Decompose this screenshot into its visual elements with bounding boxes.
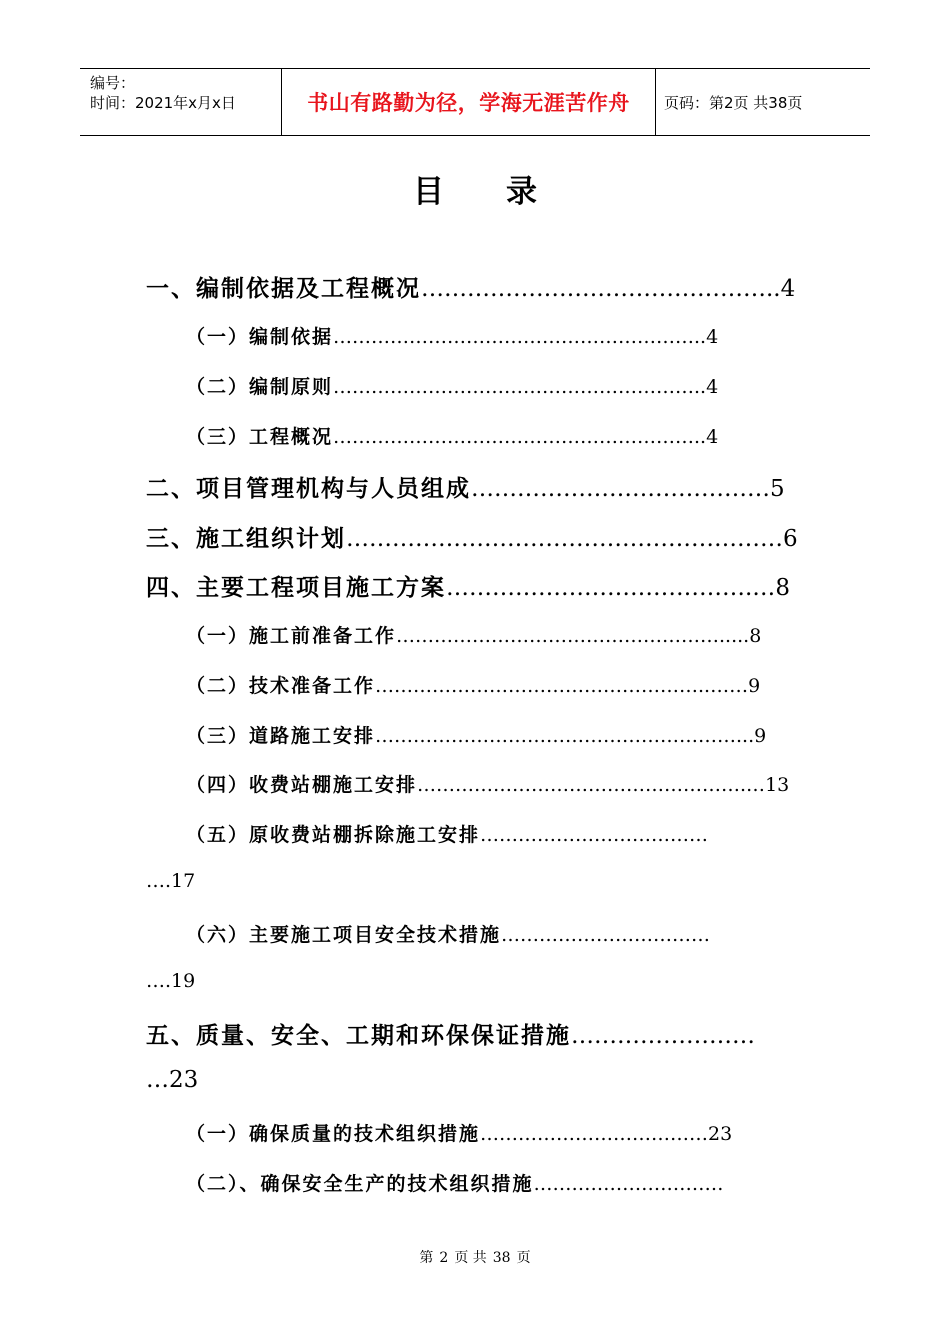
toc-entry[interactable]	[186, 671, 760, 698]
serial-label: 编号：	[90, 74, 136, 92]
toc-entry[interactable]	[146, 569, 790, 602]
toc-leader-dots: …………………………………………….....	[396, 625, 750, 647]
toc-entry[interactable]	[186, 372, 718, 399]
toc-entry-text: 五、质量、安全、工期和环保保证措施	[146, 1023, 571, 1049]
toc-page-number: 6	[783, 526, 798, 552]
toc-page-number: 23	[708, 1123, 733, 1145]
toc-entry-text: （二）技术准备工作	[186, 675, 376, 697]
toc-leader-dots: …	[146, 1067, 169, 1093]
toc-entry-text: （六）主要施工项目安全技术措施	[186, 924, 502, 946]
toc-leader-dots: …………………………………………………	[346, 526, 783, 552]
toc-page-number: 23	[169, 1067, 199, 1093]
toc-entry[interactable]	[186, 1119, 732, 1146]
toc-page-number: 13	[765, 774, 790, 796]
footer-page: 2	[439, 1250, 449, 1266]
toc-leader-dots: …………………………………………………..	[333, 326, 707, 348]
toc-leader-dots: ………………………………	[480, 824, 709, 846]
toc-entry[interactable]	[186, 721, 766, 748]
header-table	[80, 68, 870, 136]
toc-leader-dots: …………………………………………………..	[333, 426, 707, 448]
toc-leader-dots: ….	[146, 970, 172, 992]
toc-page-number: 5	[770, 476, 785, 502]
toc-entry-text: （五）原收费站棚拆除施工安排	[186, 824, 481, 846]
toc-entry[interactable]	[186, 422, 718, 449]
toc-entry[interactable]	[186, 322, 718, 349]
toc-entry[interactable]	[146, 270, 795, 303]
toc-entry-text: （一）施工前准备工作	[186, 625, 397, 647]
toc-entry-continuation[interactable]	[146, 970, 195, 992]
toc-entry-text: （一）确保质量的技术组织措施	[186, 1123, 481, 1145]
page-footer	[0, 1247, 950, 1267]
toc-entry-text: （三）道路施工安排	[186, 725, 376, 747]
toc-entry-text: 四、主要工程项目施工方案	[146, 575, 446, 601]
toc-entry[interactable]	[146, 520, 798, 553]
footer-suffix: 页	[516, 1250, 531, 1266]
toc-leader-dots: ……………………………	[501, 924, 711, 946]
toc-entry-continuation[interactable]	[146, 870, 195, 892]
toc-entry-text: 三、施工组织计划	[146, 526, 346, 552]
toc-page-number: 8	[749, 625, 762, 647]
toc-entry-text: （二）编制原则	[186, 376, 334, 398]
toc-entry[interactable]	[186, 1169, 724, 1196]
toc-page-number: 4	[780, 276, 796, 302]
toc-leader-dots: ………………………………….…	[446, 575, 776, 601]
toc-page-number: 4	[706, 326, 719, 348]
toc-entry[interactable]	[186, 770, 789, 797]
toc-page-number: 4	[706, 376, 719, 398]
toc-entry-text: （二）、确保安全生产的技术组织措施	[186, 1173, 534, 1195]
toc-entry-text: （四）收费站棚施工安排	[186, 774, 418, 796]
toc-entry[interactable]	[186, 820, 708, 847]
header-page-info: 页码：第2页 共38页	[664, 93, 803, 112]
toc-page-number: 9	[754, 725, 767, 747]
toc-leader-dots: …………………………	[533, 1173, 724, 1195]
toc-entry[interactable]	[186, 920, 710, 947]
toc-entry-text: （一）编制依据	[186, 326, 334, 348]
date-label: 时间：2021年x月x日	[90, 94, 236, 112]
toc-page-number: 4	[706, 426, 719, 448]
toc-entry[interactable]	[146, 470, 785, 503]
toc-leader-dots: ……………………	[571, 1023, 755, 1049]
footer-total: 38	[492, 1250, 511, 1266]
page-title: 目录	[413, 174, 599, 210]
toc-entry-text: 二、项目管理机构与人员组成	[146, 476, 471, 502]
toc-page-number: 19	[171, 970, 196, 992]
toc-leader-dots: …………………………………………….…	[417, 774, 766, 796]
footer-prefix: 第	[419, 1250, 434, 1266]
toc-leader-dots: ….	[146, 870, 172, 892]
toc-page-number: 8	[775, 575, 790, 601]
header-meta	[80, 69, 282, 135]
header-motto: 书山有路勤为径，学海无涯苦作舟	[282, 69, 656, 135]
toc-entry[interactable]	[186, 621, 761, 648]
toc-page-number: 9	[748, 675, 761, 697]
toc-leader-dots: ………………………………	[480, 1123, 709, 1145]
footer-mid: 页 共	[454, 1250, 487, 1266]
toc-leader-dots: ………………………………………..	[421, 276, 781, 302]
toc-leader-dots: …………………………………	[471, 476, 770, 502]
toc-leader-dots: …………………………………………………...	[375, 725, 755, 747]
toc-leader-dots: …………………………………………………..	[333, 376, 707, 398]
toc-entry-continuation[interactable]	[146, 1067, 198, 1093]
toc-leader-dots: ……………………………………………..……	[375, 675, 749, 697]
toc-page-number: 17	[171, 870, 196, 892]
toc-entry[interactable]	[146, 1017, 755, 1050]
toc-entry-text: （三）工程概况	[186, 426, 334, 448]
toc-entry-text: 一、编制依据及工程概况	[146, 276, 421, 302]
